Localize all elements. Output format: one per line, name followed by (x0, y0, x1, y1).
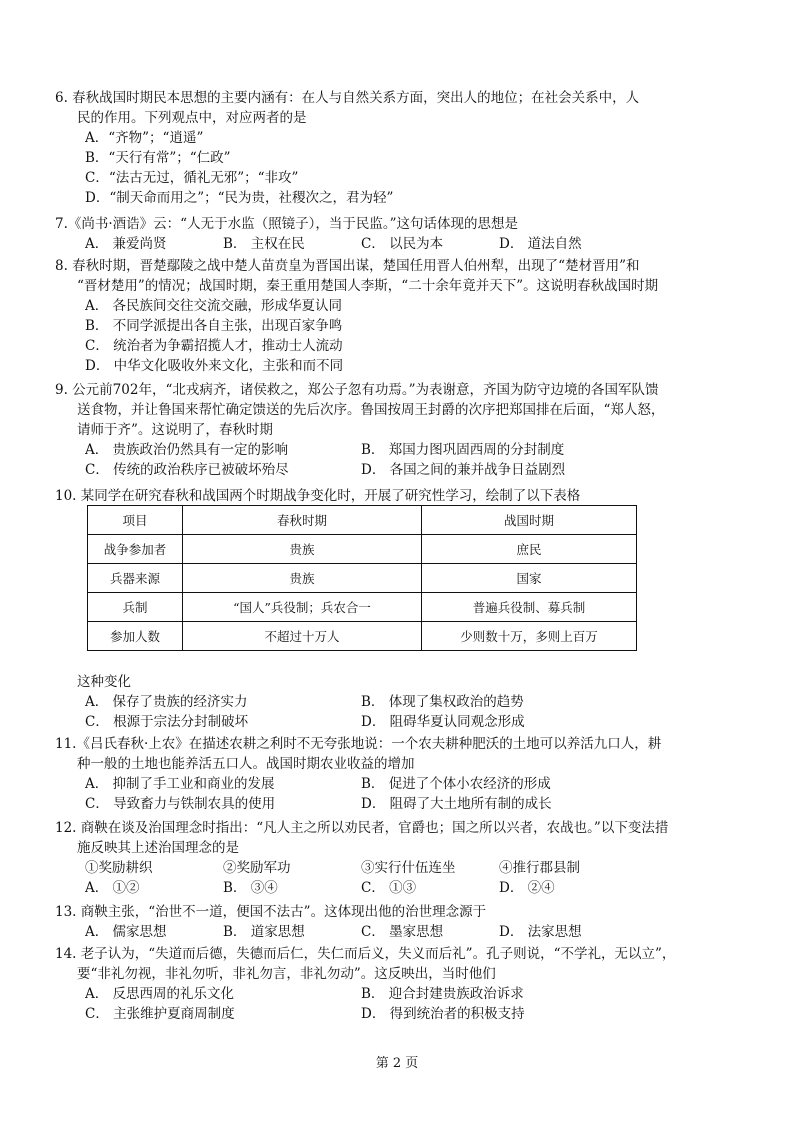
question-8 (55, 256, 745, 376)
table-header-cell: 项目 (88, 506, 183, 535)
q11-option-c: C． 导致畜力与铁制农具的使用 (85, 796, 276, 812)
q10-option-b: B． 体现了集权政治的趋势 (361, 694, 524, 710)
question-12 (55, 818, 745, 898)
q10-after-table: 这种变化 (77, 674, 131, 690)
q12-item-2: ②奖励军功 (223, 860, 291, 876)
table-cell: 不超过十万人 (183, 622, 422, 651)
q12-items (55, 858, 745, 878)
comparison-table (87, 505, 637, 651)
q6-stem-line2: 民的作用。下列观点中，对应两者的是 (77, 110, 307, 126)
q13-option-d: D． 法家思想 (499, 924, 582, 940)
q9-option-d: D． 各国之间的兼并战争日益剧烈 (361, 462, 566, 478)
table-row (88, 535, 637, 564)
question-13 (55, 902, 745, 942)
table-cell: 贵族 (183, 535, 422, 564)
q12-option-c: C． ①③ (361, 880, 417, 896)
q8-option-a: A． 各民族间交往交流交融，形成华夏认同 (85, 298, 343, 314)
q8-option-d: D． 中华文化吸收外来文化，主张和而不同 (85, 358, 344, 374)
q12-stem-line2: 施反映其上述治国理念的是 (77, 840, 239, 856)
q12-option-a: A． ①② (85, 880, 140, 896)
table-header-cell: 战国时期 (422, 506, 637, 535)
q10-option-a: A． 保存了贵族的经济实力 (85, 694, 248, 710)
q11-option-d: D． 阻碍了大土地所有制的成长 (361, 796, 552, 812)
q13-option-b: B． 道家思想 (223, 924, 305, 940)
q13-stem: 13. 商鞅主张，“治世不一道，便国不法古”。这体现出他的治世理念源于 (55, 904, 487, 920)
q9-stem-line3: 请师于齐”。这说明了，春秋时期 (77, 422, 273, 438)
q9-stem-line1: 9. 公元前702年，“北戎病齐，诸侯救之，郑公子忽有功焉。”为表谢意，齐国为防守边境的各国军队馈 (55, 382, 659, 398)
q9-option-a: A． 贵族政治仍然具有一定的影响 (85, 442, 289, 458)
table-cell: 国家 (422, 564, 637, 593)
q8-option-c: C． 统治者为争霸招揽人才，推动士人流动 (85, 338, 343, 354)
q13-option-c: C． 墨家思想 (361, 924, 444, 940)
q10-options-row1 (55, 692, 745, 712)
q12-options (55, 878, 745, 898)
q11-options-row2 (55, 794, 745, 814)
q12-item-4: ④推行郡县制 (499, 860, 580, 876)
q8-option-b: B． 不同学派提出各自主张，出现百家争鸣 (85, 318, 343, 334)
q7-stem: 7.《尚书·酒诰》云：“人无于水监（照镜子），当于民监。”这句话体现的思想是 (55, 216, 518, 232)
q12-item-1: ①奖励耕织 (85, 860, 153, 876)
table-row (88, 564, 637, 593)
q11-stem-line1: 11.《吕氏春秋·上农》在描述农耕之利时不无夸张地说：一个农夫耕种肥沃的土地可以养活九口人，耕 (55, 736, 662, 752)
question-10-options (55, 672, 745, 732)
question-10 (55, 486, 745, 506)
q11-stem-line2: 种一般的土地也能养活五口人。战国时期农业收益的增加 (77, 756, 415, 772)
q8-stem-line2: “晋材楚用”的情况；战国时期，秦王重用楚国人李斯，“二十余年竟并天下”。这说明春秋战国时期 (77, 278, 659, 294)
q6-option-c: C．“法古无过，循礼无邪”；“非攻” (85, 170, 299, 186)
q11-options-row1 (55, 774, 745, 794)
q9-option-b: B． 郑国力图巩固西周的分封制度 (361, 442, 565, 458)
page-number: 第 2 页 (375, 1056, 419, 1071)
q13-option-a: A． 儒家思想 (85, 924, 167, 940)
table-cell: “国人”兵役制；兵农合一 (183, 593, 422, 622)
q6-option-a: A．“齐物”；“逍遥” (85, 130, 204, 146)
q14-options-row1 (55, 984, 745, 1004)
table-cell: 少则数十万，多则上百万 (422, 622, 637, 651)
question-11 (55, 734, 745, 814)
q9-stem-line2: 送食物，并让鲁国来帮忙确定馈送的先后次序。鲁国按周王封爵的次序把郑国排在后面，“郑人怒， (77, 402, 665, 418)
q6-option-d: D．“制天命而用之”；“民为贵，社稷次之，君为轻” (85, 190, 394, 206)
q8-stem-line1: 8. 春秋时期，晋楚鄢陵之战中楚人苗贲皇为晋国出谋，楚国任用晋人伯州犁，出现了“楚材晋用”和 (55, 258, 640, 274)
table-cell: 普遍兵役制、募兵制 (422, 593, 637, 622)
q12-option-b: B． ③④ (223, 880, 278, 896)
q14-options-row2 (55, 1004, 745, 1024)
q9-options-row2 (55, 460, 745, 480)
question-6 (55, 88, 745, 208)
q12-option-d: D． ②④ (499, 880, 555, 896)
table-cell: 兵器来源 (88, 564, 183, 593)
q6-stem-line1: 6. 春秋战国时期民本思想的主要内涵有：在人与自然关系方面，突出人的地位；在社会关系中，人 (55, 90, 640, 106)
question-7 (55, 214, 745, 254)
q7-options (55, 234, 745, 254)
table-header-cell: 春秋时期 (183, 506, 422, 535)
q11-option-a: A． 抑制了手工业和商业的发展 (85, 776, 275, 792)
q12-item-3: ③实行什伍连坐 (361, 860, 456, 876)
table-row (88, 593, 637, 622)
q6-option-b: B．“天行有常”；“仁政” (85, 150, 231, 166)
q10-option-d: D． 阻碍华夏认同观念形成 (361, 714, 525, 730)
q14-option-a: A． 反思西周的礼乐文化 (85, 986, 235, 1002)
q9-option-c: C． 传统的政治秩序已被破坏殆尽 (85, 462, 289, 478)
table-cell: 兵制 (88, 593, 183, 622)
q7-option-c: C． 以民为本 (361, 236, 444, 252)
q14-option-d: D． 得到统治者的积极支持 (361, 1006, 525, 1022)
q10-option-c: C． 根源于宗法分封制破坏 (85, 714, 249, 730)
table-row (88, 622, 637, 651)
q14-option-b: B． 迎合封建贵族政治诉求 (361, 986, 524, 1002)
table-cell: 战争参加者 (88, 535, 183, 564)
table-cell: 参加人数 (88, 622, 183, 651)
q14-stem-line1: 14. 老子认为，“失道而后德，失德而后仁，失仁而后义，失义而后礼”。孔子则说，“不学礼，无以立”， (55, 946, 676, 962)
q12-stem-line1: 12. 商鞅在谈及治国理念时指出：“凡人主之所以劝民者，官爵也；国之所以兴者，农战也。”以下变法措 (55, 820, 669, 836)
q7-option-a: A． 兼爱尚贤 (85, 236, 167, 252)
q9-options-row1 (55, 440, 745, 460)
question-9 (55, 380, 745, 480)
q14-option-c: C． 主张维护夏商周制度 (85, 1006, 235, 1022)
table-header-row (88, 506, 637, 535)
q10-stem: 10. 某同学在研究春秋和战国两个时期战争变化时，开展了研究性学习，绘制了以下表格 (55, 488, 581, 504)
q7-option-b: B． 主权在民 (223, 236, 305, 252)
table-cell: 贵族 (183, 564, 422, 593)
q14-stem-line2: 要“非礼勿视，非礼勿听，非礼勿言，非礼勿动”。这反映出，当时他们 (77, 966, 496, 982)
table-cell: 庶民 (422, 535, 637, 564)
q11-option-b: B． 促进了个体小农经济的形成 (361, 776, 551, 792)
q13-options (55, 922, 745, 942)
q10-options-row2 (55, 712, 745, 732)
question-14 (55, 944, 745, 1024)
q7-option-d: D． 道法自然 (499, 236, 582, 252)
